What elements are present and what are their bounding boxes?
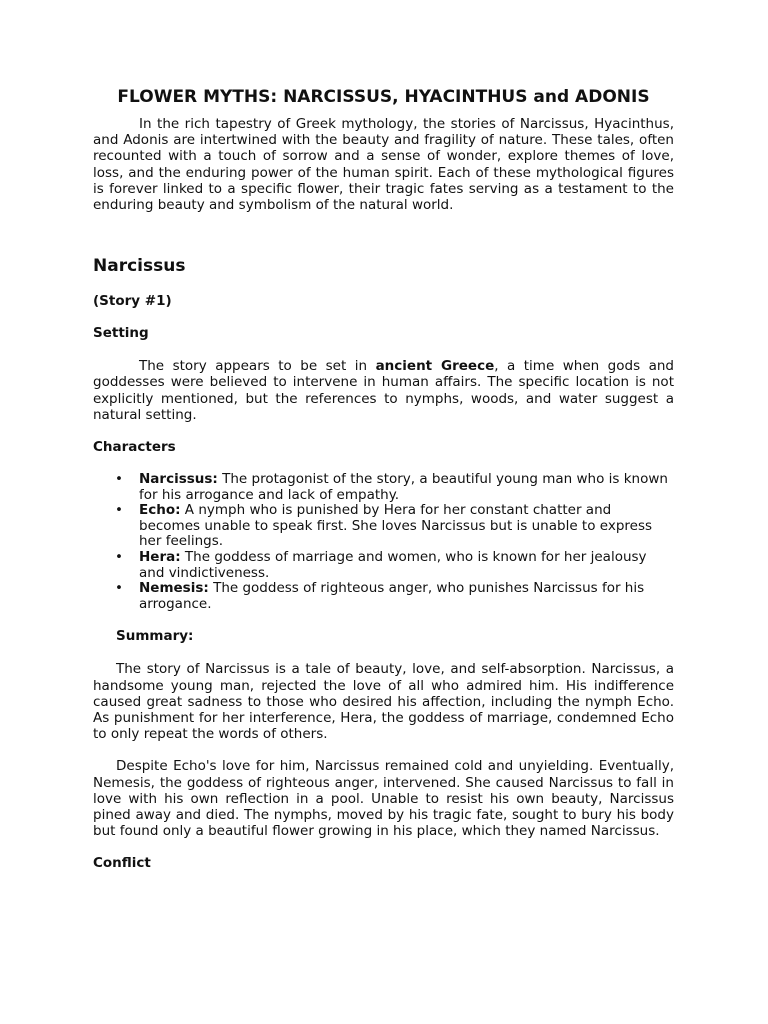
character-name: Narcissus: xyxy=(139,471,218,488)
setting-text-after: , a time when gods and goddesses were believed to intervene in human affairs. The specific location is not explicitly mentioned, but the references to nymphs, woods, and water suggest a natural setting. xyxy=(93,358,674,423)
list-item xyxy=(115,580,674,612)
character-description: The goddess of marriage and women, who is known for her jealousy and vindictiveness. xyxy=(139,549,647,581)
summary-paragraph-2: Despite Echo's love for him, Narcissus remained cold and unyielding. Eventually, Nemesis, the goddess of righteous anger, intervened. She caused Narcissus to fall in love with his own reflection in a pool. Unable to resist his own beauty, Narcissus pined away and died. The nymphs, moved by his tragic fate, sought to bury his body but found only a beautiful flower growing in his place, which they named Narcissus. xyxy=(93,758,674,840)
intro-paragraph: In the rich tapestry of Greek mythology, the stories of Narcissus, Hyacinthus, and Adonis are intertwined with the beauty and fragility of nature. These tales, often recounted with a touch of sorrow and a sense of wonder, explore themes of love, loss, and the enduring power of the human spirit. Each of these mythological figures is forever linked to a specific flower, their tragic fates serving as a testament to the enduring beauty and symbolism of the natural world. xyxy=(93,116,674,214)
bullet-icon: • xyxy=(115,471,123,488)
setting-text-bold: ancient Greece xyxy=(375,358,495,375)
document-title: FLOWER MYTHS: NARCISSUS, HYACINTHUS and ADONIS xyxy=(117,87,650,107)
character-description: The protagonist of the story, a beautiful young man who is known for his arrogance and lack of empathy. xyxy=(139,471,668,503)
summary-heading: Summary: xyxy=(116,628,194,645)
bullet-icon: • xyxy=(115,580,123,597)
document-page xyxy=(93,86,674,871)
character-name: Echo: xyxy=(139,502,181,519)
summary-paragraph-1: The story of Narcissus is a tale of beauty, love, and self-absorption. Narcissus, a handsome young man, rejected the love of all who admired him. His indifference caused great sadness to those who desired his affection, including the nymph Echo. As punishment for her interference, Hera, the goddess of marriage, condemned Echo to only repeat the words of others. xyxy=(93,661,674,743)
character-name: Hera: xyxy=(139,549,181,565)
bullet-icon: • xyxy=(115,549,123,565)
section-heading-narcissus: Narcissus xyxy=(93,256,186,277)
characters-list xyxy=(93,472,674,612)
story-number-label: (Story #1) xyxy=(93,293,172,310)
list-item xyxy=(115,549,674,581)
setting-paragraph xyxy=(93,358,674,423)
character-description: A nymph who is punished by Hera for her constant chatter and becomes unable to speak first. She loves Narcissus but is unable to express her feelings. xyxy=(139,502,653,550)
conflict-heading: Conflict xyxy=(93,855,151,872)
list-item xyxy=(115,471,674,503)
character-name: Nemesis: xyxy=(139,580,209,597)
setting-heading: Setting xyxy=(93,325,149,342)
setting-text-before: The story appears to be set in xyxy=(139,358,376,375)
characters-heading: Characters xyxy=(93,439,176,456)
bullet-icon: • xyxy=(115,502,123,519)
character-description: The goddess of righteous anger, who punishes Narcissus for his arrogance. xyxy=(139,580,645,612)
list-item xyxy=(115,502,674,550)
